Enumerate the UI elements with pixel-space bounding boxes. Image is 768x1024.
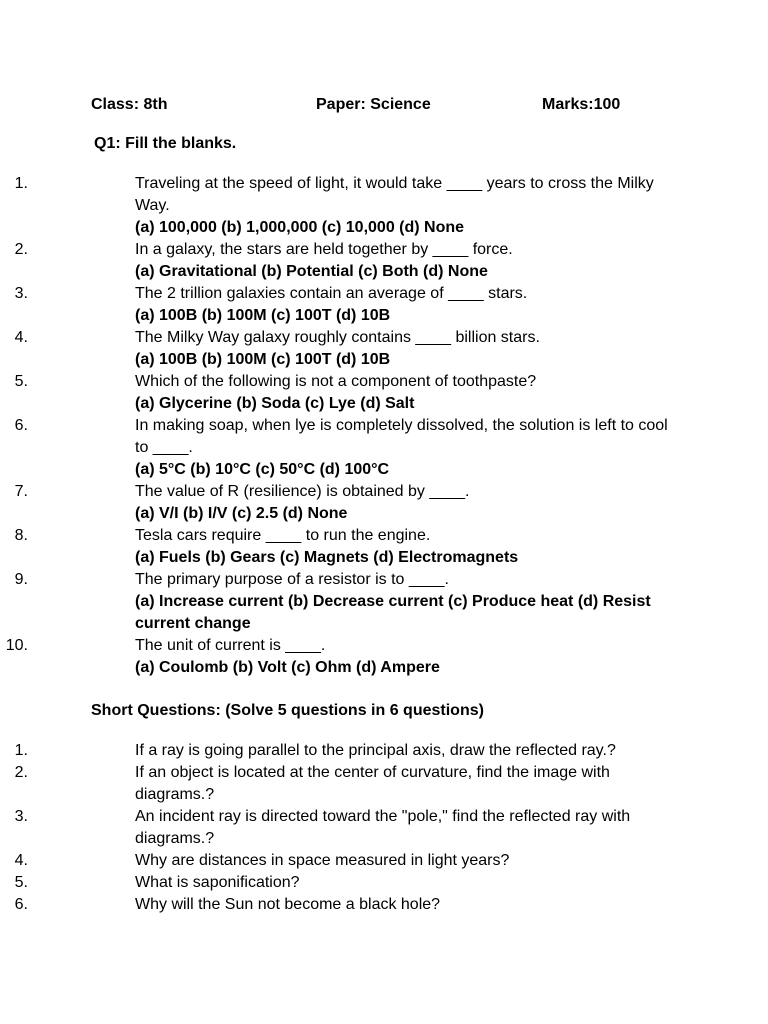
mcq-item (0, 569, 680, 635)
short-question-item (0, 806, 680, 850)
short-questions-list (0, 740, 680, 916)
item-number: 2. (14, 241, 28, 258)
short-question-item (0, 740, 680, 762)
mcq-options: (a) Increase current (b) Decrease current (c) Produce heat (d) Resist current change (135, 593, 651, 632)
mcq-item (0, 635, 680, 679)
short-question-text: What is saponification? (135, 874, 300, 891)
mcq-question: The primary purpose of a resistor is to ____. (135, 571, 449, 588)
mcq-question: The value of R (resilience) is obtained by ____. (135, 483, 470, 500)
exam-header (0, 94, 768, 116)
item-number: 5. (14, 874, 28, 891)
item-number: 1. (14, 742, 28, 759)
item-number: 6. (14, 896, 28, 913)
paper-label: Paper: Science (316, 96, 431, 113)
mcq-item (0, 327, 680, 371)
short-question-text: If a ray is going parallel to the principal axis, draw the reflected ray.? (135, 742, 616, 759)
short-question-text: Why will the Sun not become a black hole? (135, 896, 441, 913)
item-number: 8. (14, 527, 28, 544)
short-question-item (0, 850, 680, 872)
short-question-item (0, 872, 680, 894)
mcq-options: (a) Gravitational (b) Potential (c) Both (d) None (135, 263, 488, 280)
item-number: 2. (14, 764, 28, 781)
item-number: 3. (14, 285, 28, 302)
short-question-item (0, 894, 680, 916)
mcq-options: (a) 100B (b) 100M (c) 100T (d) 10B (135, 307, 391, 324)
item-number: 9. (14, 571, 28, 588)
mcq-question: Which of the following is not a component of toothpaste? (135, 373, 537, 390)
short-question-text: Why are distances in space measured in light years? (135, 852, 510, 869)
mcq-item (0, 239, 680, 283)
mcq-options: (a) 5°C (b) 10°C (c) 50°C (d) 100°C (135, 461, 390, 478)
mcq-question: Tesla cars require ____ to run the engine. (135, 527, 431, 544)
mcq-item (0, 173, 680, 239)
mcq-item (0, 283, 680, 327)
mcq-question: In a galaxy, the stars are held together by ____ force. (135, 241, 513, 258)
mcq-question: The unit of current is ____. (135, 637, 326, 654)
mcq-question: The 2 trillion galaxies contain an average of ____ stars. (135, 285, 528, 302)
short-question-item (0, 762, 680, 806)
class-label: Class: 8th (91, 96, 168, 113)
mcq-item (0, 371, 680, 415)
item-number: 3. (14, 808, 28, 825)
item-number: 10. (5, 637, 28, 654)
mcq-options: (a) 100,000 (b) 1,000,000 (c) 10,000 (d) None (135, 219, 465, 236)
mcq-item (0, 481, 680, 525)
mcq-options: (a) Glycerine (b) Soda (c) Lye (d) Salt (135, 395, 415, 412)
item-number: 4. (14, 329, 28, 346)
item-number: 1. (14, 175, 28, 192)
short-question-text: An incident ray is directed toward the "pole," find the reflected ray with diagrams.? (135, 808, 631, 847)
marks-label: Marks:100 (542, 96, 621, 113)
mcq-options: (a) Fuels (b) Gears (c) Magnets (d) Electromagnets (135, 549, 519, 566)
mcq-item (0, 415, 680, 481)
mcq-options: (a) 100B (b) 100M (c) 100T (d) 10B (135, 351, 391, 368)
q1-title: Q1: Fill the blanks. (94, 135, 237, 152)
item-number: 7. (14, 483, 28, 500)
item-number: 4. (14, 852, 28, 869)
mcq-question: In making soap, when lye is completely dissolved, the solution is left to cool to ____. (135, 417, 668, 456)
mcq-question: The Milky Way galaxy roughly contains ____ billion stars. (135, 329, 540, 346)
mcq-options: (a) Coulomb (b) Volt (c) Ohm (d) Ampere (135, 659, 440, 676)
mcq-item (0, 525, 680, 569)
short-questions-title: Short Questions: (Solve 5 questions in 6 questions) (91, 702, 484, 719)
mcq-options: (a) V/I (b) I/V (c) 2.5 (d) None (135, 505, 348, 522)
item-number: 5. (14, 373, 28, 390)
mcq-question: Traveling at the speed of light, it would take ____ years to cross the Milky Way. (135, 175, 654, 214)
short-question-text: If an object is located at the center of curvature, find the image with diagrams.? (135, 764, 610, 803)
item-number: 6. (14, 417, 28, 434)
mcq-list (0, 173, 680, 679)
